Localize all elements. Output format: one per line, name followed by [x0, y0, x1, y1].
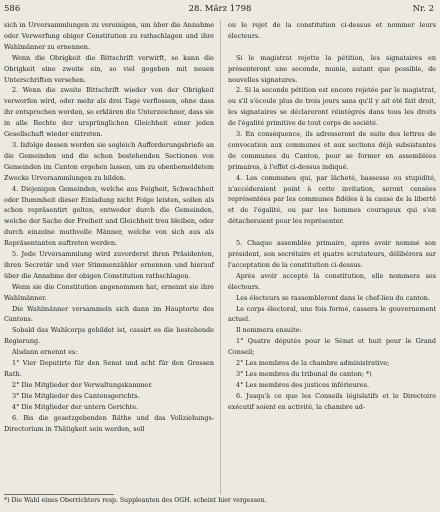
paragraph: Si le magistrat rejette la pétition, les signataires en présenteront une seconde, munie, autant que possible, de nouvelles signatures. [228, 53, 436, 84]
list-item: 1° Vier Deputirte für den Senat und acht für den Grossen Rath. [4, 359, 214, 378]
list-item: 4° Die Mitglieder der untern Gerichte. [12, 402, 139, 411]
page-header [0, 4, 440, 18]
paragraph: Le corps électoral, une fois formé, cassera le gouvernement actuel. [228, 304, 436, 324]
paragraph: 6. Jusqu'à ce que les Conseils législatifs et le Directoire exécutif soient en activité, la chambre ad- [228, 391, 436, 411]
paragraph: 2. Si la seconde pétition est encore rejetée par le magistrat, ou s'il s'écoule plus de trois jours sans qu'il y ait été fait droit, les signataires se déclareront réintégrés dans tous les droits de l'égalité primitive de tout corps de société. [228, 86, 436, 128]
list-item: 1° Quatre députés pour le Sénat et huit pour le Grand Conseil; [228, 337, 436, 357]
paragraph: 3. Infolge dessen werden sie sogleich Aufforderungsbriefe an die Gemeinden und die schon bestehenden Sectionen von Gemeinden im Canton ergehen lassen, um zu obenbemeldetem Zwecke Urversammlungen zu bilden. [4, 140, 214, 182]
paragraph: Wenn die Obrigkeit die Bittschrift verwirft, so kann die Obrigkeit eine zweite ein, so viel gegeben mit neuen Unterschriften versehen. [4, 53, 214, 84]
footnote-rule [4, 494, 114, 495]
issue-date: 28. März 1798 [188, 4, 252, 14]
paragraph: 4. Les communes qui, par lâcheté, bassesse ou stupidité, n'accéderaient point à cette invitation, seront censées représentées par les communes fidèles à la cause de la liberté et de l'égalité, ou par les hommes courageux qui s'en détacheraient pour les représenter. [228, 173, 436, 226]
paragraph: Il nommera ensuite: [236, 326, 302, 335]
paragraph: 4. Diejenigen Gemeinden, welche aus Feigheit, Schwachheit oder Dummheit dieser Einladung nicht Folge leisten, sollen als schon repräsentirt gelten, entweder durch die Gemeinden, welche der Sache der Freiheit und Gleichheit treu bleiben, oder durch einzelne muthvolle Männer, welche von sich aus als Repräsentanten auftreten werden. [4, 184, 214, 248]
list-item: 4° Les membres des justices inférieures. [236, 380, 370, 389]
paragraph: ou le rejet de la constitution ci-dessus et nommer leurs électeurs. [228, 21, 436, 40]
german-column [4, 20, 214, 434]
paragraph: Die Wahlmänner versammeln sich dann im Hauptorte des Cantons. [4, 304, 214, 324]
paragraph: 6. Bis die gesetzgebenden Räthe und das Vollziehungs-Directorium in Thätigkeit sein werden, soll [4, 413, 214, 433]
paragraph: Alsdann ernennt es: [12, 348, 78, 357]
column-divider [220, 20, 221, 494]
paragraph: 3. En conséquence, ils adresseront de suite des lettres de convocation aux communes et aux sections déjà subsistantes de communes du Canton, pour se former en assemblées primaires, à l'effet ci-dessus indiqué. [228, 130, 436, 171]
paragraph: Les électeurs se rassembleront dans le chef-lieu du canton. [236, 293, 430, 302]
list-item: 3° Die Mitglieder des Cantonsgerichts. [12, 391, 140, 400]
paragraph: Wenn sie die Constitution angenommen hat, ernennt sie ihre Wahlmänner. [4, 282, 214, 302]
issue-number: Nr. 2 [412, 4, 434, 14]
footnote: *) Die Wahl eines Oberrichters resp. Suppleanten des OGH. scheint hier vergessen. [4, 497, 267, 504]
page-number: 586 [4, 4, 21, 14]
paragraph: Sobald das Wahlcorps gebildet ist, cassirt es die bestehende Regierung. [4, 326, 214, 346]
french-column [228, 20, 436, 413]
list-item: 3° Les membres du tribunal de canton; *) [236, 369, 372, 378]
paragraph: 5. Chaque assemblée primaire, après avoir nommé son président, son secrétaire et quatre scrutateurs, délibérera sur l'acceptation de la constitution ci-dessus. [228, 239, 436, 269]
list-item: 2° Les membres de la chambre administrative; [236, 359, 390, 368]
paragraph: 5. Jede Urversammlung wird zuvorderst ihren Präsidenten, ihren Secretär und vier Stimmenzähler ernennen und hierauf über die Annahme der obigen Constitution rathschlagen. [4, 250, 214, 280]
paragraph: Après avoir accepté la constitution, elle nommera ses électeurs. [228, 271, 436, 291]
paragraph: sich in Urversammlungen zu vereinigen, um über die Annahme oder Verwerfung obiger Constitution zu rathschlagen und ihre Wahlmänner zu ernennen. [4, 21, 214, 51]
paragraph: 2. Wenn die zweite Bittschrift wieder von der Obrigkeit verworfen wird, oder mehr als drei Tage verflossen, ohne dass ihr entsprochen worden, so erklären die Unterzeichner, dass sie in alle Rechte der ursprünglichen Gleichheit einer jeden Gesellschaft wieder eintreten. [4, 86, 214, 139]
list-item: 2° Die Mitglieder der Verwaltungskammer. [12, 380, 153, 389]
